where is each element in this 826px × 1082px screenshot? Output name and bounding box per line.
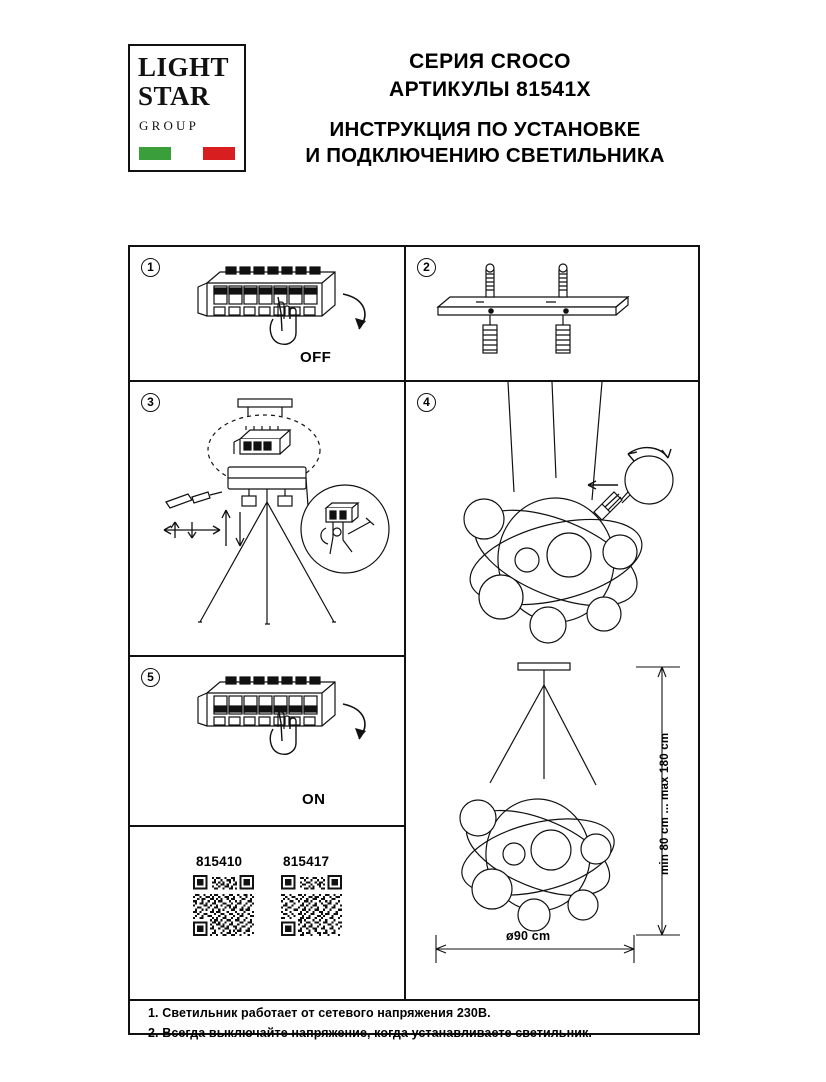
document-title-line-2: И ПОДКЛЮЧЕНИЮ СВЕТИЛЬНИКА — [305, 144, 665, 167]
qr-code-815410[interactable] — [193, 875, 254, 936]
header-text-block — [270, 44, 700, 169]
step-3-illustration — [130, 382, 404, 655]
brand-logo — [128, 44, 246, 172]
logo-line-1: LIGHT — [138, 52, 230, 82]
step-2-illustration — [406, 247, 700, 380]
note-2: 2. Всегда выключайте напряжение, когда устанавливаете светильник. — [148, 1026, 592, 1040]
italy-flag-icon — [139, 147, 235, 160]
step-2-cell — [406, 247, 700, 380]
step-1-illustration — [130, 247, 404, 380]
logo-line-2: STAR — [138, 81, 211, 111]
step-1-label: OFF — [300, 349, 332, 366]
qr-codes-cell — [130, 827, 404, 999]
document-title — [270, 117, 700, 169]
logo-group-text: GROUP — [139, 118, 200, 133]
logo-wordmark — [138, 54, 229, 110]
dimensions-illustration — [406, 657, 700, 999]
vertical-dimension-label: min 80 cm ... max 180 cm — [659, 732, 671, 875]
series-name: СЕРИЯ CROCO — [409, 50, 571, 73]
header — [128, 44, 700, 196]
step-3-cell — [130, 382, 404, 655]
qr-code-label-2: 815417 — [283, 854, 330, 869]
qr-code-815417[interactable] — [281, 875, 342, 936]
qr-code-label-1: 815410 — [196, 854, 243, 869]
step-1-number: 1 — [141, 258, 160, 277]
step-1-cell — [130, 247, 404, 380]
step-3-number: 3 — [141, 393, 160, 412]
grid-divider-bottom — [130, 999, 700, 1001]
step-4-number: 4 — [417, 393, 436, 412]
step-2-number: 2 — [417, 258, 436, 277]
step-4-illustration — [406, 382, 700, 655]
step-5-number: 5 — [141, 668, 160, 687]
step-4-cell — [406, 382, 700, 655]
dimensions-cell — [406, 657, 700, 999]
article-numbers: АРТИКУЛЫ 81541X — [389, 78, 591, 101]
document-title-line-1: ИНСТРУКЦИЯ ПО УСТАНОВКЕ — [329, 118, 641, 141]
steps-grid — [128, 245, 700, 1035]
step-5-illustration — [130, 657, 404, 825]
step-5-label: ON — [302, 791, 326, 808]
note-1: 1. Светильник работает от сетевого напряжения 230В. — [148, 1006, 491, 1020]
horizontal-dimension-label: ø90 cm — [506, 929, 551, 943]
footer-notes — [148, 1003, 688, 1043]
step-5-cell — [130, 657, 404, 825]
